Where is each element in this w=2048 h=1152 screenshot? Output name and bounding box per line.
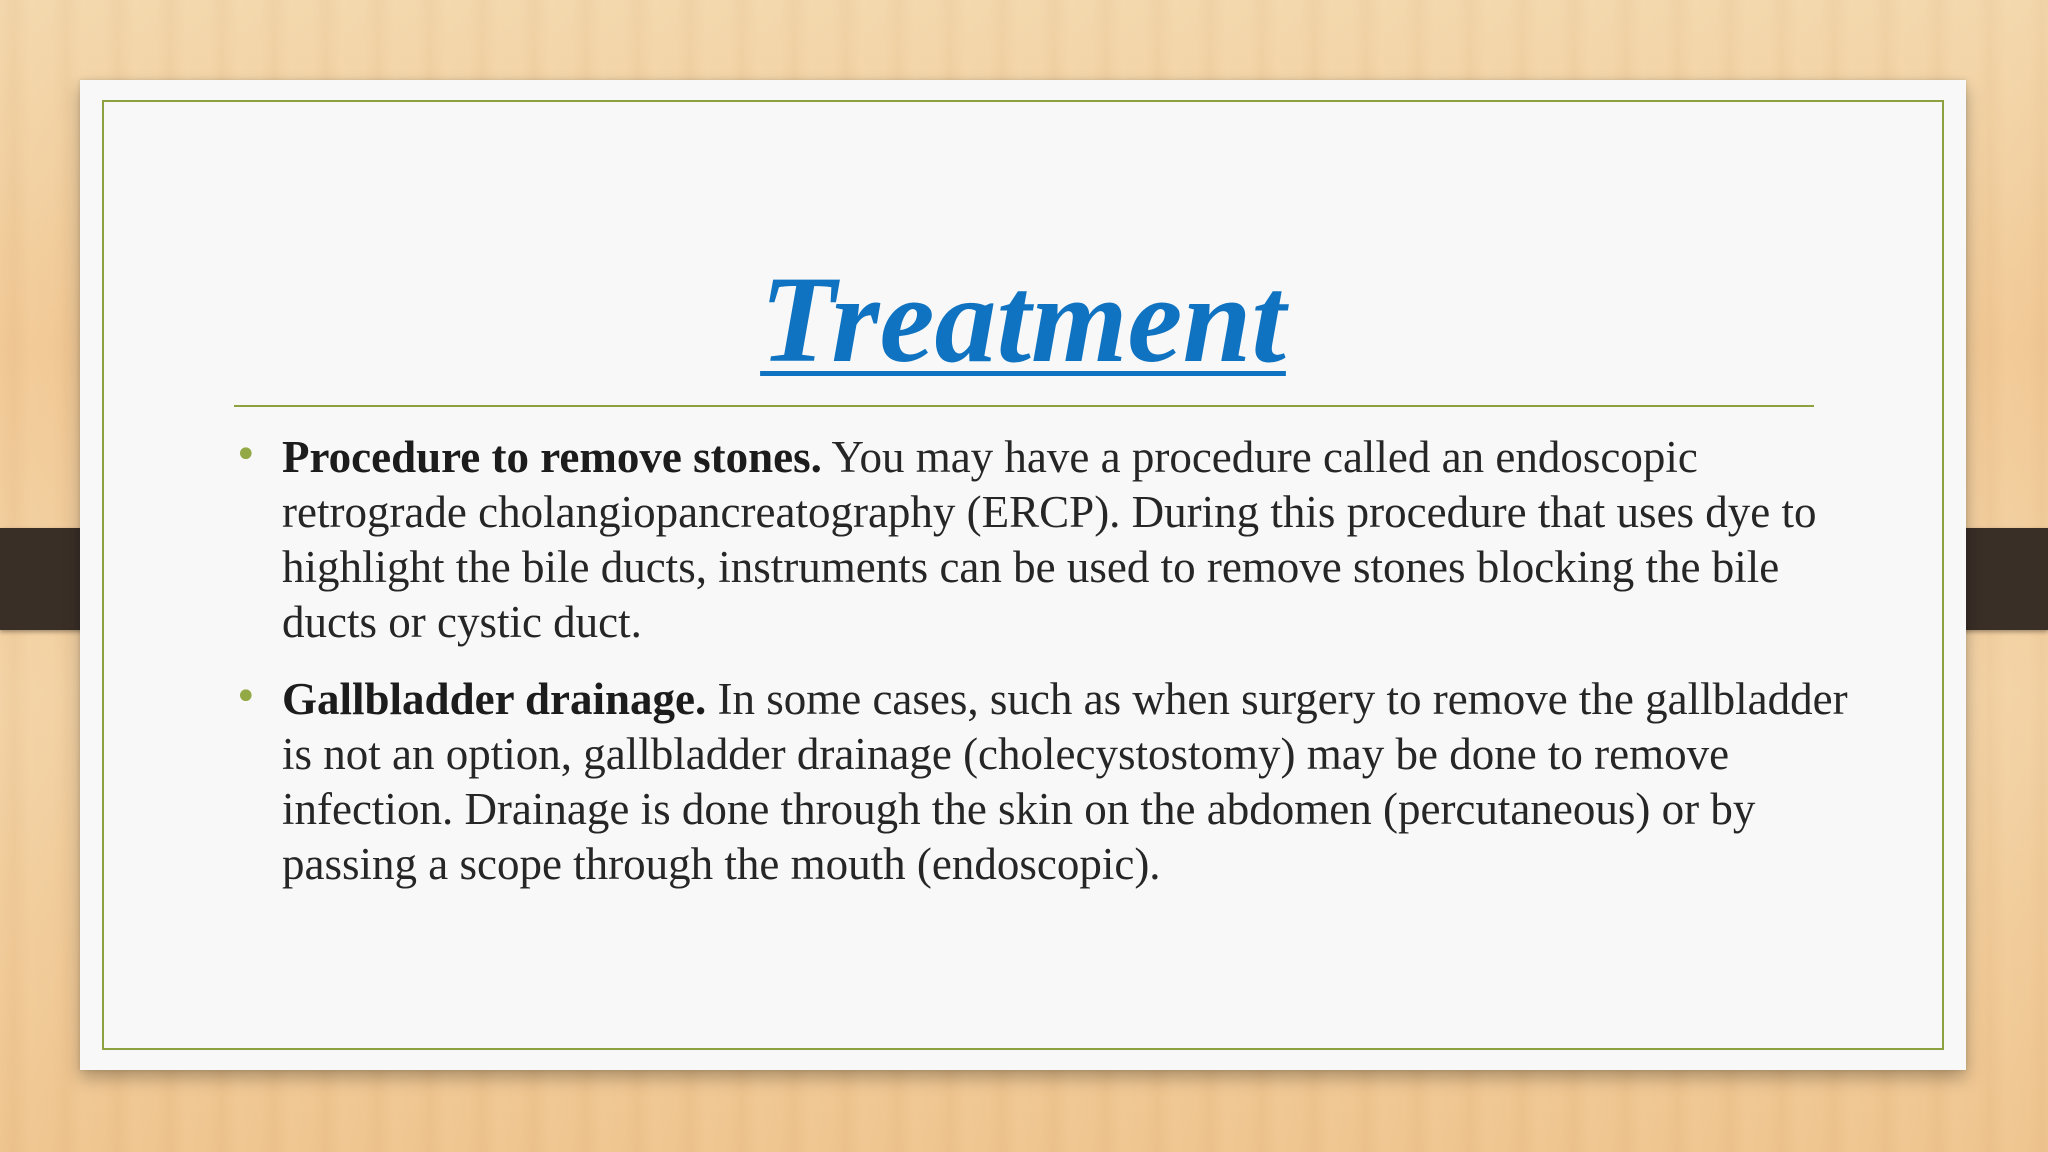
bullet-item-drainage bbox=[234, 672, 1854, 892]
bullet-icon: • bbox=[234, 432, 258, 478]
bullet-lead-text: Gallbladder drainage. bbox=[282, 674, 707, 724]
bullet-lead-text: Procedure to remove stones. bbox=[282, 432, 822, 482]
slide-page bbox=[80, 80, 1966, 1070]
title-divider-rule bbox=[234, 405, 1814, 407]
bullet-body-text: In some cases, such as when surgery to remove the gallbladder is not an option, gallbladder drainage (cholecystostomy) may be done to remove infection. Drainage is done through the skin on the abdomen (percutaneous) or by passing a scope through the mouth (endoscopic). bbox=[282, 674, 1848, 889]
slide-title: Treatment bbox=[760, 251, 1286, 388]
bullet-item-procedure bbox=[234, 430, 1854, 650]
bullet-icon: • bbox=[234, 674, 258, 720]
slide-content bbox=[234, 430, 1854, 914]
bullet-list bbox=[234, 430, 1854, 892]
bullet-body-text: You may have a procedure called an endoscopic retrograde cholangiopancreatography (ERCP). During this procedure that uses dye to highlight the bile ducts, instruments can be used to remove stones blocking the bile ducts or cystic duct. bbox=[282, 432, 1817, 647]
